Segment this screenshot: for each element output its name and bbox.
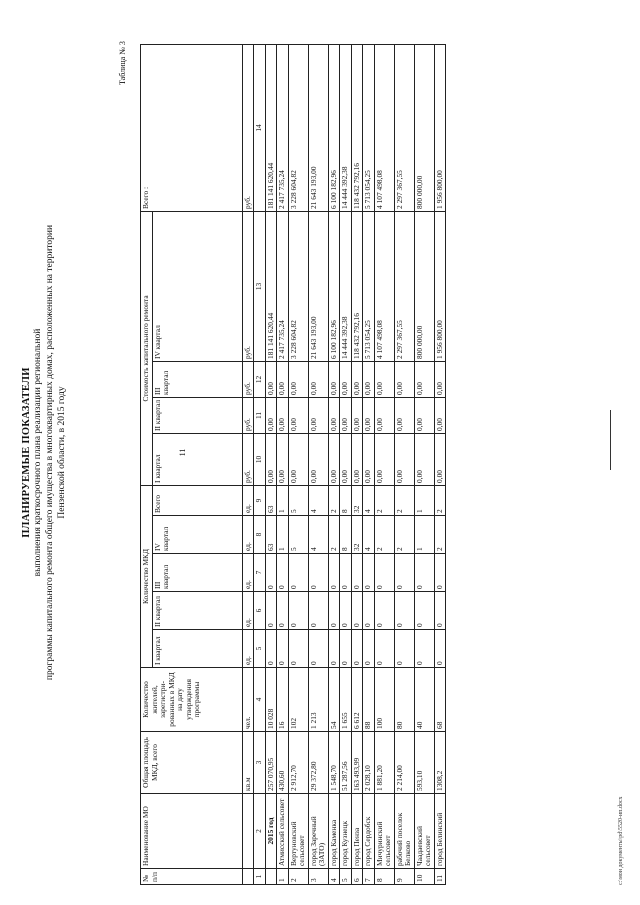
municipality-name: город Сердобск (363, 794, 375, 869)
mkd-q4: 2 (394, 516, 414, 554)
cost-total: 4 107 498,08 (374, 44, 394, 211)
residents-count: 16 (277, 668, 289, 732)
cost-q3: 0,00 (363, 361, 375, 397)
table-row (363, 44, 375, 884)
mkd-q2: 0 (363, 592, 375, 630)
cost-q3: 0,00 (328, 361, 340, 397)
cost-q3: 0,00 (351, 361, 363, 397)
header-mkd-q1: I квартал (152, 630, 242, 668)
cost-q2: 0,00 (340, 397, 352, 433)
mkd-q2: 0 (374, 592, 394, 630)
cost-q1: 0,00 (340, 433, 352, 485)
table-row (340, 44, 352, 884)
cost-total: 6 100 182,96 (328, 44, 340, 211)
cost-q4: 6 100 182,96 (328, 211, 340, 361)
column-number-cell: 1 (254, 869, 266, 885)
cost-total: 118 432 792,16 (351, 44, 363, 211)
residents-count: 1 213 (308, 668, 328, 732)
mkd-q2: 0 (434, 592, 446, 630)
residents-count: 54 (328, 668, 340, 732)
cost-q3: 0,00 (277, 361, 289, 397)
table-row (288, 44, 308, 884)
mkd-q3: 0 (351, 554, 363, 592)
cost-q1: 0,00 (374, 433, 394, 485)
column-number-cell: 11 (254, 397, 266, 433)
unit-cell: ед. (242, 630, 254, 668)
cost-q4: 1 956 800,00 (434, 211, 446, 361)
total-row (265, 44, 277, 884)
cost-q1: 0,00 (265, 433, 277, 485)
mkd-q3: 0 (414, 554, 434, 592)
mkd-q4: 4 (363, 516, 375, 554)
units-row (242, 44, 254, 884)
table-label: Таблица № 3 (118, 41, 127, 85)
cost-q4: 181 141 620,44 (265, 211, 277, 361)
table-row (328, 44, 340, 884)
mkd-q4: 5 (288, 516, 308, 554)
mkd-q1: 0 (363, 630, 375, 668)
cost-q4: 3 228 604,82 (288, 211, 308, 361)
table-row (434, 44, 446, 884)
municipality-name: город Белинский (434, 794, 446, 869)
column-number-cell: 3 (254, 732, 266, 794)
total-area: 1308,2 (434, 732, 446, 794)
table-row (351, 44, 363, 884)
row-number: 10 (414, 869, 434, 885)
row-number: 5 (340, 869, 352, 885)
mkd-total: 2 (434, 485, 446, 515)
mkd-q4: 1 (277, 516, 289, 554)
total-area: 163 493,99 (351, 732, 363, 794)
header-mkd-q2: II квартал (152, 592, 242, 630)
residents-count: 6 612 (351, 668, 363, 732)
cost-total: 800 000,00 (414, 44, 434, 211)
residents-count: 68 (434, 668, 446, 732)
mkd-q3: 0 (288, 554, 308, 592)
cost-q1: 0,00 (394, 433, 414, 485)
header-cost-q1: I квартал (152, 433, 242, 485)
mkd-total: 2 (328, 485, 340, 515)
total-area: 2 028,10 (363, 732, 375, 794)
cost-total: 14 444 392,38 (340, 44, 352, 211)
cost-total: 2 417 735,24 (277, 44, 289, 211)
unit-cell: чел. (242, 668, 254, 732)
cost-q4: 2 417 735,24 (277, 211, 289, 361)
mkd-q1: 0 (288, 630, 308, 668)
column-number-cell: 4 (254, 668, 266, 732)
unit-cell: руб. (242, 361, 254, 397)
total-area: 2 912,70 (288, 732, 308, 794)
residents-count: 102 (288, 668, 308, 732)
row-number: 4 (328, 869, 340, 885)
cost-q4: 2 297 367,55 (394, 211, 414, 361)
unit-cell (242, 794, 254, 869)
total-area: 1 881,20 (374, 732, 394, 794)
residents-count: 100 (374, 668, 394, 732)
municipality-name: 2015 год (265, 794, 277, 869)
table-row (308, 44, 328, 884)
residents-count: 10 028 (265, 668, 277, 732)
mkd-q1: 0 (394, 630, 414, 668)
cost-q2: 0,00 (414, 397, 434, 433)
cost-q2: 0,00 (374, 397, 394, 433)
plan-table (140, 44, 446, 885)
residents-count: 1 655 (340, 668, 352, 732)
cost-q2: 0,00 (394, 397, 414, 433)
mkd-q3: 0 (434, 554, 446, 592)
municipality-name: город Пенза (351, 794, 363, 869)
column-number-cell: 13 (254, 211, 266, 361)
mkd-q2: 0 (394, 592, 414, 630)
total-area: 257 070,95 (265, 732, 277, 794)
column-number-cell: 2 (254, 794, 266, 869)
cost-q1: 0,00 (308, 433, 328, 485)
cost-q2: 0,00 (363, 397, 375, 433)
cost-q3: 0,00 (394, 361, 414, 397)
unit-cell: кв.м (242, 732, 254, 794)
column-number-cell: 10 (254, 433, 266, 485)
unit-cell: руб. (242, 433, 254, 485)
header-residents: Количество жителей, зарегистри-рованных в МКД на дату утверждения программы (141, 668, 243, 732)
cost-q2: 0,00 (288, 397, 308, 433)
cost-q1: 0,00 (363, 433, 375, 485)
cost-total: 1 956 800,00 (434, 44, 446, 211)
unit-cell: ед. (242, 592, 254, 630)
header-num: № п/п (141, 869, 243, 885)
cost-total: 3 228 604,82 (288, 44, 308, 211)
mkd-q1: 0 (265, 630, 277, 668)
mkd-total: 8 (340, 485, 352, 515)
municipality-name: Вертуновский сельсовет (288, 794, 308, 869)
column-number-cell: 6 (254, 592, 266, 630)
table-row (374, 44, 394, 884)
mkd-total: 2 (394, 485, 414, 515)
row-number: 8 (374, 869, 394, 885)
cost-q3: 0,00 (288, 361, 308, 397)
title-line-1: ПЛАНИРУЕМЫЕ ПОКАЗАТЕЛИ (21, 367, 32, 538)
mkd-q1: 0 (374, 630, 394, 668)
cost-q4: 5 713 054,25 (363, 211, 375, 361)
column-numbers-row (254, 44, 266, 884)
residents-count: 80 (394, 668, 414, 732)
total-area: 430,60 (277, 732, 289, 794)
mkd-q3: 0 (394, 554, 414, 592)
total-area: 51 287,56 (340, 732, 352, 794)
header-cost-q3: III квартал (152, 361, 242, 397)
total-area: 1 548,70 (328, 732, 340, 794)
column-number-cell: 8 (254, 516, 266, 554)
header-cost-q4: IV квартал (152, 211, 242, 361)
cost-total: 5 713 054,25 (363, 44, 375, 211)
mkd-total: 1 (414, 485, 434, 515)
cost-total: 21 643 193,00 (308, 44, 328, 211)
mkd-q4: 2 (434, 516, 446, 554)
header-mkd-group: Количество МКД (141, 485, 153, 667)
mkd-q2: 0 (308, 592, 328, 630)
mkd-q1: 0 (308, 630, 328, 668)
mkd-q1: 0 (340, 630, 352, 668)
row-number: 3 (308, 869, 328, 885)
mkd-total: 5 (288, 485, 308, 515)
cost-q2: 0,00 (351, 397, 363, 433)
mkd-q2: 0 (351, 592, 363, 630)
mkd-q4: 1 (414, 516, 434, 554)
cost-q4: 4 107 498,08 (374, 211, 394, 361)
column-number-cell: 9 (254, 485, 266, 515)
mkd-q3: 0 (340, 554, 352, 592)
row-number (265, 869, 277, 885)
column-number-cell: 7 (254, 554, 266, 592)
row-number: 1 (277, 869, 289, 885)
header-mkd-q4: IV квартал (152, 516, 242, 554)
municipality-name: город Каменка (328, 794, 340, 869)
cost-q3: 0,00 (434, 361, 446, 397)
mkd-q4: 8 (340, 516, 352, 554)
mkd-q2: 0 (277, 592, 289, 630)
mkd-total: 32 (351, 485, 363, 515)
mkd-q1: 0 (328, 630, 340, 668)
table-row (394, 44, 414, 884)
cost-total: 2 297 367,55 (394, 44, 414, 211)
cost-q4: 21 643 193,00 (308, 211, 328, 361)
mkd-q4: 4 (308, 516, 328, 554)
total-area: 2 214,00 (394, 732, 414, 794)
municipality-name: город Кузнецк (340, 794, 352, 869)
row-number: 2 (288, 869, 308, 885)
unit-cell: руб. (242, 44, 254, 211)
header-mkd-q3: III квартал (152, 554, 242, 592)
cost-q3: 0,00 (414, 361, 434, 397)
row-number: 11 (434, 869, 446, 885)
cost-q2: 0,00 (328, 397, 340, 433)
mkd-q4: 2 (328, 516, 340, 554)
title-line-3: программы капитального ремонта общего имущества в многоквартирных домах, расположенных на территории (45, 224, 55, 681)
header-cost-group: Стоимость капитального ремонта (141, 211, 153, 485)
document-title (20, 100, 69, 805)
mkd-q1: 0 (351, 630, 363, 668)
row-number: 6 (351, 869, 363, 885)
mkd-q3: 0 (277, 554, 289, 592)
unit-cell (242, 869, 254, 885)
mkd-q4: 32 (351, 516, 363, 554)
mkd-q2: 0 (288, 592, 308, 630)
cost-q2: 0,00 (265, 397, 277, 433)
cost-q3: 0,00 (265, 361, 277, 397)
mkd-total: 1 (277, 485, 289, 515)
table-row (277, 44, 289, 884)
table-row (414, 44, 434, 884)
mkd-q3: 0 (265, 554, 277, 592)
cost-q2: 0,00 (308, 397, 328, 433)
mkd-q3: 0 (374, 554, 394, 592)
header-cost-q2: II квартал (152, 397, 242, 433)
cost-q1: 0,00 (328, 433, 340, 485)
unit-cell: руб. (242, 211, 254, 361)
mkd-q2: 0 (328, 592, 340, 630)
column-number-cell: 5 (254, 630, 266, 668)
municipality-name: рабочий поселок Белково (394, 794, 414, 869)
mkd-q3: 0 (328, 554, 340, 592)
mkd-q4: 63 (265, 516, 277, 554)
cost-q4: 14 444 392,38 (340, 211, 352, 361)
title-line-4: Пензенской области, в 2015 году (56, 386, 67, 519)
mkd-total: 4 (363, 485, 375, 515)
row-number: 9 (394, 869, 414, 885)
cost-q1: 0,00 (288, 433, 308, 485)
total-area: 593,10 (414, 732, 434, 794)
row-number: 7 (363, 869, 375, 885)
mkd-q3: 0 (308, 554, 328, 592)
mkd-q3: 0 (363, 554, 375, 592)
municipality-name: Чаадаевский сельсовет (414, 794, 434, 869)
cost-q2: 0,00 (277, 397, 289, 433)
title-line-2: выполнения краткосрочного плана реализации региональной (33, 328, 44, 577)
cost-q1: 0,00 (434, 433, 446, 485)
mkd-total: 2 (374, 485, 394, 515)
mkd-total: 63 (265, 485, 277, 515)
mkd-q2: 0 (265, 592, 277, 630)
total-area: 29 372,80 (308, 732, 328, 794)
page-number: 11 (178, 448, 187, 457)
table-body (265, 44, 446, 884)
unit-cell: ед. (242, 554, 254, 592)
column-number-cell: 14 (254, 44, 266, 211)
cost-q1: 0,00 (351, 433, 363, 485)
footer-divider (610, 410, 611, 470)
municipality-name: Мичуринский сельсовет (374, 794, 394, 869)
cost-q2: 0,00 (434, 397, 446, 433)
municipality-name: город Заречный (ЗАТО) (308, 794, 328, 869)
footer-file-path: c:\мои документы\pd\5520-ип.docx (618, 796, 624, 885)
cost-q3: 0,00 (374, 361, 394, 397)
unit-cell: руб. (242, 397, 254, 433)
mkd-q1: 0 (277, 630, 289, 668)
mkd-total: 4 (308, 485, 328, 515)
header-area: Общая площадь МКД, всего (141, 732, 243, 794)
residents-count: 88 (363, 668, 375, 732)
cost-q1: 0,00 (414, 433, 434, 485)
cost-q3: 0,00 (340, 361, 352, 397)
unit-cell: ед. (242, 485, 254, 515)
mkd-q1: 0 (414, 630, 434, 668)
cost-total: 181 141 620,44 (265, 44, 277, 211)
cost-q3: 0,00 (308, 361, 328, 397)
cost-q4: 118 432 792,16 (351, 211, 363, 361)
cost-q4: 800 000,00 (414, 211, 434, 361)
unit-cell: ед. (242, 516, 254, 554)
municipality-name: Атмисский сельсовет (277, 794, 289, 869)
residents-count: 40 (414, 668, 434, 732)
mkd-q4: 2 (374, 516, 394, 554)
header-total-all: Всего : (141, 44, 243, 211)
mkd-q2: 0 (340, 592, 352, 630)
column-number-cell: 12 (254, 361, 266, 397)
mkd-q1: 0 (434, 630, 446, 668)
header-name: Наименование МО (141, 794, 243, 869)
mkd-q2: 0 (414, 592, 434, 630)
cost-q1: 0,00 (277, 433, 289, 485)
header-mkd-total: Всего (152, 485, 242, 515)
